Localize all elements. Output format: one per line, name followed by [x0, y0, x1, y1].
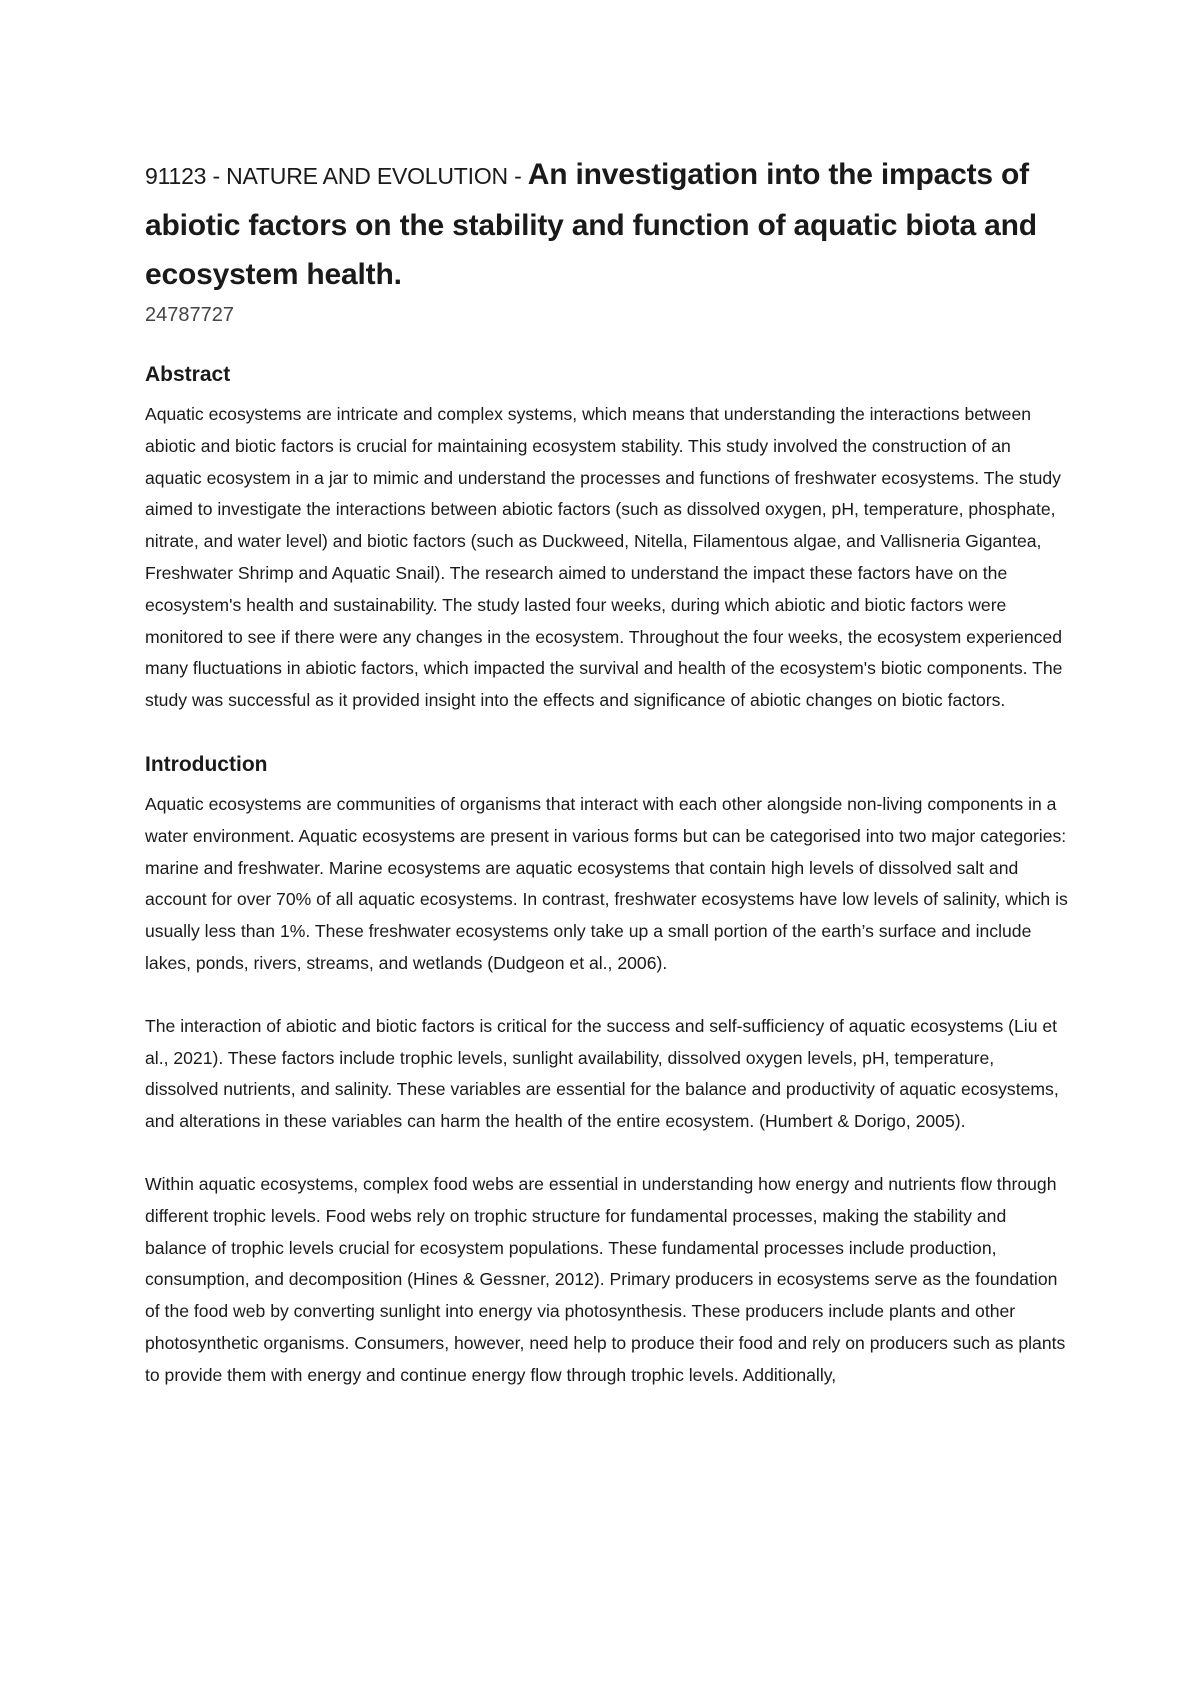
introduction-paragraph-1: Aquatic ecosystems are communities of organisms that interact with each other alongside non-living components in a water environment. Aquatic ecosystems are present in various forms but can be categorised into two major categories: marine and freshwater. Marine ecosystems are aquatic ecosystems that contain high levels of dissolved salt and account for over 70% of all aquatic ecosystems. In contrast, freshwater ecosystems have low levels of salinity, which is usually less than 1%. These freshwater ecosystems only take up a small portion of the earth’s surface and include lakes, ponds, rivers, streams, and wetlands (Dudgeon et al., 2006).	[145, 793, 1068, 973]
introduction-heading: Introduction	[145, 752, 268, 776]
course-code-prefix: 91123 - NATURE AND EVOLUTION -	[145, 163, 528, 189]
document-title	[145, 150, 1070, 299]
introduction-paragraph-3: Within aquatic ecosystems, complex food webs are essential in understanding how energy and nutrients flow through different trophic levels. Food webs rely on trophic structure for fundamental processes, making the stability and balance of trophic levels crucial for ecosystem populations. These fundamental processes include production, consumption, and decomposition (Hines & Gessner, 2012). Primary producers in ecosystems serve as the foundation of the food web by converting sunlight into energy via photosynthesis. These producers include plants and other photosynthetic organisms. Consumers, however, need help to produce their food and rely on producers such as plants to provide them with energy and continue energy flow through trophic levels. Additionally,	[145, 1173, 1066, 1385]
abstract-paragraph: Aquatic ecosystems are intricate and complex systems, which means that understanding the interactions between abiotic and biotic factors is crucial for maintaining ecosystem stability. This study involved the construction of an aquatic ecosystem in a jar to mimic and understand the processes and functions of freshwater ecosystems. The study aimed to investigate the interactions between abiotic factors (such as dissolved oxygen, pH, temperature, phosphate, nitrate, and water level) and biotic factors (such as Duckweed, Nitella, Filamentous algae, and Vallisneria Gigantea, Freshwater Shrimp and Aquatic Snail). The research aimed to understand the impact these factors have on the ecosystem's health and sustainability. The study lasted four weeks, during which abiotic and biotic factors were monitored to see if there were any changes in the ecosystem. Throughout the four weeks, the ecosystem experienced many fluctuations in abiotic factors, which impacted the survival and health of the ecosystem's biotic components. The study was successful as it provided insight into the effects and significance of abiotic changes on biotic factors.	[145, 404, 1063, 711]
student-id: 24787727	[145, 304, 234, 326]
introduction-paragraph-2: The interaction of abiotic and biotic factors is critical for the success and self-sufficiency of aquatic ecosystems (Liu et al., 2021). These factors include trophic levels, sunlight availability, dissolved oxygen levels, pH, temperature, dissolved nutrients, and salinity. These variables are essential for the balance and productivity of aquatic ecosystems, and alterations in these variables can harm the health of the entire ecosystem. (Humbert & Dorigo, 2005).	[145, 1015, 1059, 1132]
abstract-heading: Abstract	[145, 363, 231, 386]
report-title: An investigation into the impacts of abiotic factors on the stability and function of aquatic biota and ecosystem health.	[145, 158, 1037, 291]
